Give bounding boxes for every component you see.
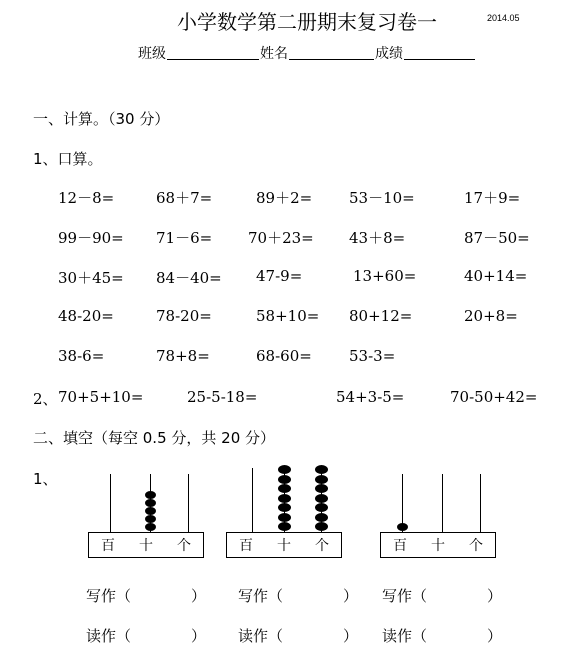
abacus-bead	[315, 465, 328, 474]
equation-item: 12－8=	[58, 189, 115, 207]
abacus-bead	[315, 494, 328, 503]
equation-item: 53-3=	[349, 347, 396, 365]
read-answer[interactable]: 读作（ ）	[238, 627, 359, 645]
abacus-rod	[442, 474, 443, 532]
place-value-label: 百	[101, 538, 115, 554]
equation-item: 13+60=	[353, 267, 417, 285]
abacus-bead	[145, 507, 156, 515]
read-answer[interactable]: 读作（ ）	[382, 627, 503, 645]
write-answer[interactable]: 写作（ ）	[238, 587, 359, 605]
q2-equation: 54+3-5=	[336, 388, 405, 406]
q2-equation: 70+5+10=	[58, 388, 144, 406]
abacus-bead	[397, 523, 408, 531]
score-blank	[404, 59, 475, 60]
section2-heading: 二、填空（每空 0.5 分，共 20 分）	[33, 429, 276, 447]
abacus-bead	[145, 523, 156, 531]
abacus-bead	[278, 484, 291, 493]
score-label: 成绩	[375, 46, 403, 62]
abacus-rod	[110, 474, 111, 532]
abacus-bead	[145, 491, 156, 499]
equation-item: 38-6=	[58, 347, 105, 365]
place-value-label: 十	[431, 538, 445, 554]
place-value-label: 十	[139, 538, 153, 554]
abacus-bead	[315, 475, 328, 484]
read-answer[interactable]: 读作（ ）	[86, 627, 207, 645]
section2-q1-label: 1、	[33, 470, 58, 488]
name-blank	[289, 59, 374, 60]
name-label: 姓名	[260, 46, 288, 62]
equation-item: 99－90=	[58, 229, 124, 247]
abacus-bead	[315, 484, 328, 493]
abacus-bead	[278, 465, 291, 474]
abacus-rod	[188, 474, 189, 532]
write-answer[interactable]: 写作（ ）	[86, 587, 207, 605]
abacus-frame	[88, 532, 204, 558]
abacus-bead	[315, 522, 328, 531]
abacus-frame	[226, 532, 342, 558]
equation-item: 17＋9=	[464, 189, 521, 207]
equation-item: 47-9=	[256, 267, 303, 285]
abacus	[88, 468, 204, 558]
equation-item: 48-20=	[58, 307, 114, 325]
abacus-bead	[145, 499, 156, 507]
equation-item: 78-20=	[156, 307, 212, 325]
abacus-bead	[278, 503, 291, 512]
date-label: 2014.05	[487, 13, 520, 23]
equation-item: 89＋2=	[256, 189, 313, 207]
equation-item: 87－50=	[464, 229, 530, 247]
equation-item: 78+8=	[156, 347, 210, 365]
abacus-bead	[315, 513, 328, 522]
place-value-label: 百	[239, 538, 253, 554]
equation-item: 58+10=	[256, 307, 320, 325]
abacus-bead	[278, 513, 291, 522]
equation-item: 71－6=	[156, 229, 213, 247]
equation-item: 70＋23=	[248, 229, 314, 247]
class-blank	[167, 59, 259, 60]
q2-equation: 70-50+42=	[450, 388, 538, 406]
abacus-rod	[480, 474, 481, 532]
section1-heading: 一、计算。（30 分）	[33, 110, 170, 128]
equation-item: 84－40=	[156, 269, 222, 287]
equation-item: 30＋45=	[58, 269, 124, 287]
abacus	[226, 468, 342, 558]
equation-item: 43＋8=	[349, 229, 406, 247]
place-value-label: 个	[315, 538, 329, 554]
equation-item: 40+14=	[464, 267, 528, 285]
q2-label: 2、	[33, 390, 58, 408]
q2-equation: 25-5-18=	[187, 388, 258, 406]
abacus-bead	[145, 515, 156, 523]
write-answer[interactable]: 写作（ ）	[382, 587, 503, 605]
place-value-label: 个	[177, 538, 191, 554]
abacus-bead	[278, 475, 291, 484]
abacus-bead	[278, 522, 291, 531]
page-title: 小学数学第二册期末复习卷一	[177, 10, 437, 34]
abacus	[380, 468, 496, 558]
equation-item: 80+12=	[349, 307, 413, 325]
equation-item: 20+8=	[464, 307, 518, 325]
class-label: 班级	[138, 46, 166, 62]
q1-heading: 1、口算。	[33, 150, 103, 168]
equation-item: 68-60=	[256, 347, 312, 365]
abacus-frame	[380, 532, 496, 558]
equation-item: 68＋7=	[156, 189, 213, 207]
equation-item: 53－10=	[349, 189, 415, 207]
place-value-label: 百	[393, 538, 407, 554]
abacus-rod	[252, 468, 253, 532]
abacus-bead	[278, 494, 291, 503]
place-value-label: 个	[469, 538, 483, 554]
place-value-label: 十	[277, 538, 291, 554]
abacus-bead	[315, 503, 328, 512]
